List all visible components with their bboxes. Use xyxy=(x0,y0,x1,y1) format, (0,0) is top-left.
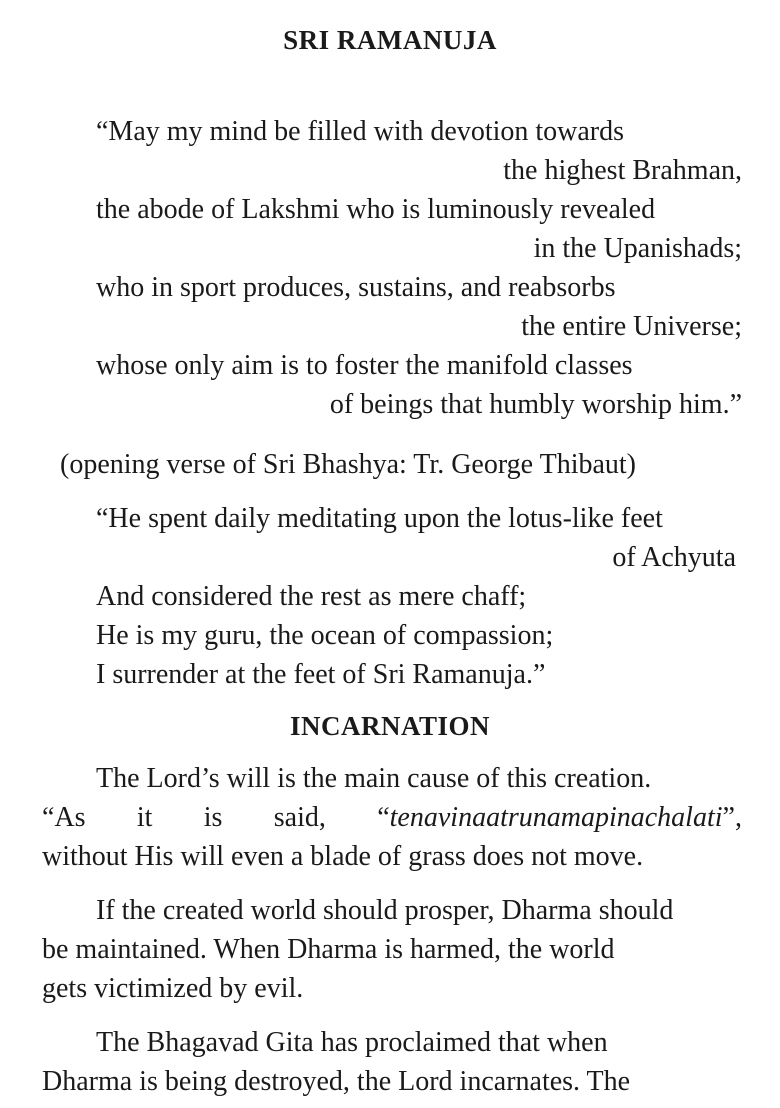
para1-line-2-it: it xyxy=(136,802,153,833)
verse1-line-5: who in sport produces, sustains, and reabsorbs xyxy=(96,272,616,303)
verse1-line-3: the abode of Lakshmi who is luminously revealed xyxy=(96,194,656,225)
para1-line-2-is: is xyxy=(203,802,223,833)
para1-line-2-quote: “tenavinaatrunamapinachalati”, xyxy=(377,802,742,833)
sanskrit-phrase: tenavinaatrunamapinachalati xyxy=(389,802,723,833)
para1-line-2-said: said, xyxy=(273,802,326,833)
para1-line-1: The Lord’s will is the main cause of this creation. xyxy=(96,763,652,794)
verse2-line-5: I surrender at the feet of Sri Ramanuja.” xyxy=(96,659,546,690)
para1-line-2-as: “As xyxy=(42,802,86,833)
para2-line-2: be maintained. When Dharma is harmed, the world xyxy=(42,934,615,965)
verse1-line-2: the highest Brahman, xyxy=(503,155,742,186)
para1-line-2-close: ”, xyxy=(722,802,742,833)
verse1-line-1: “May my mind be filled with devotion towards xyxy=(96,116,625,147)
para1-line-3: without His will even a blade of grass does not move. xyxy=(42,841,644,872)
verse1-line-8: of beings that humbly worship him.” xyxy=(329,389,742,420)
para2-line-1: If the created world should prosper, Dharma should xyxy=(96,895,674,926)
page-title: SRI RAMANUJA xyxy=(283,25,497,55)
verse1-line-7: whose only aim is to foster the manifold classes xyxy=(96,350,633,381)
verse1-line-4: in the Upanishads; xyxy=(533,233,742,264)
para2-line-3: gets victimized by evil. xyxy=(42,973,304,1004)
para3-line-1: The Bhagavad Gita has proclaimed that when xyxy=(96,1027,608,1058)
para1-line-2 xyxy=(42,800,742,836)
verse2-line-3: And considered the rest as mere chaff; xyxy=(96,581,527,612)
verse2-line-1: “He spent daily meditating upon the lotus-like feet xyxy=(96,503,663,534)
verse1-attribution: (opening verse of Sri Bhashya: Tr. George Thibaut) xyxy=(60,449,637,480)
verse2-line-2: of Achyuta xyxy=(612,542,736,573)
verse2-line-4: He is my guru, the ocean of compassion; xyxy=(96,620,554,651)
section-heading: INCARNATION xyxy=(289,711,490,741)
verse1-line-6: the entire Universe; xyxy=(521,311,742,342)
para3-line-2: Dharma is being destroyed, the Lord incarnates. The xyxy=(42,1066,631,1097)
